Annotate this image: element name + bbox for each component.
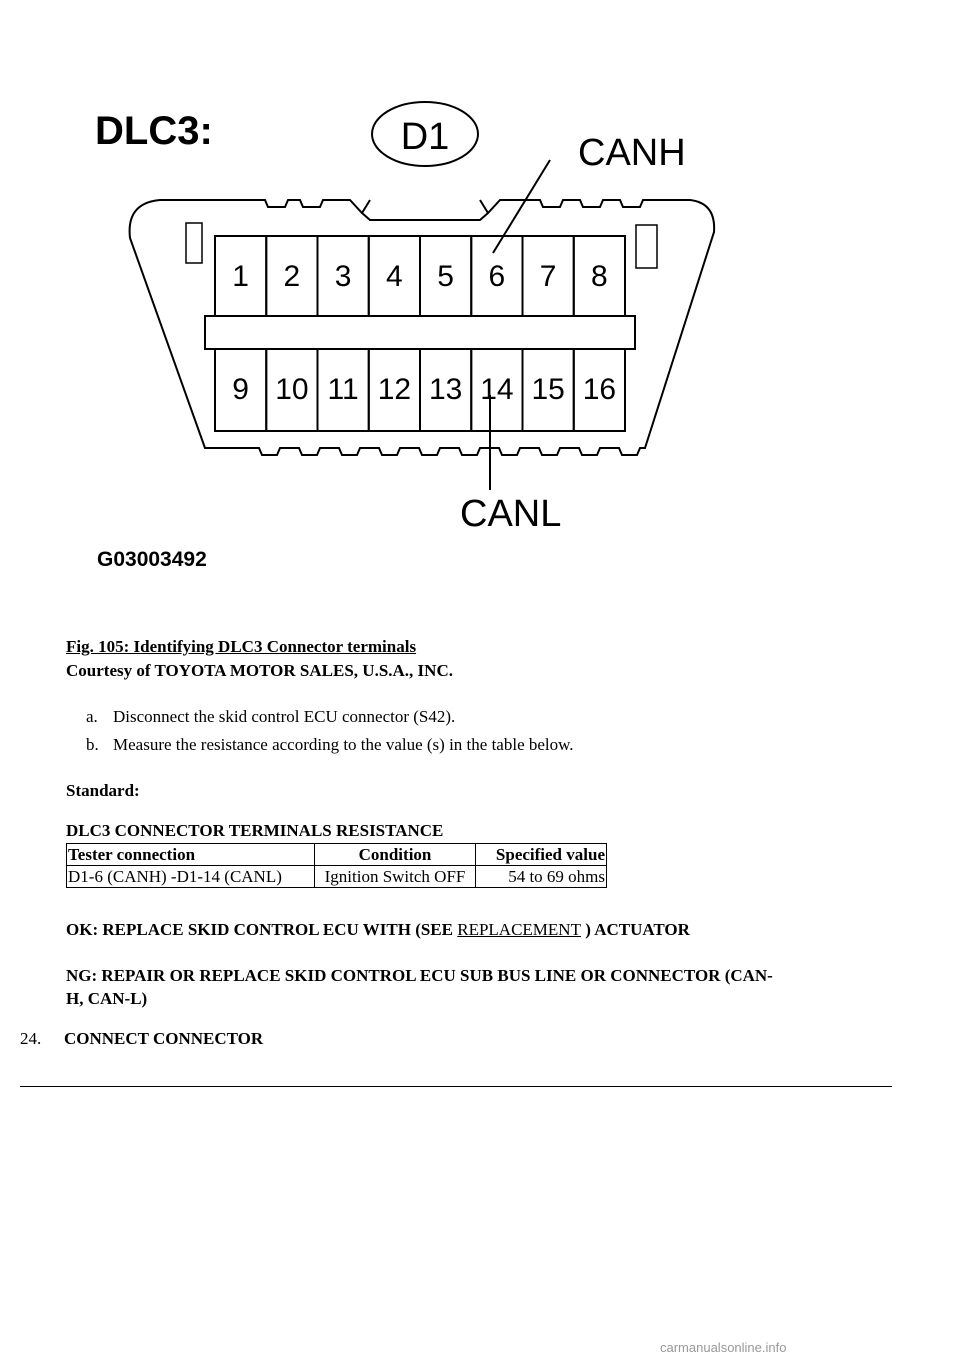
table-cell: D1-6 (CANH) -D1-14 (CANL) [67, 866, 315, 888]
figure-caption: Fig. 105: Identifying DLC3 Connector terminals [66, 637, 417, 656]
dlc3-connector-diagram [0, 0, 960, 620]
table-title: DLC3 CONNECTOR TERMINALS RESISTANCE [66, 821, 444, 840]
table-header: Tester connection [67, 844, 315, 866]
next-step [20, 1029, 264, 1049]
table-cell: 54 to 69 ohms [476, 866, 607, 888]
table-cell: Ignition Switch OFF [315, 866, 476, 888]
ok-text-end: ) ACTUATOR [580, 920, 690, 939]
pin-number-11: 11 [327, 373, 359, 406]
step-title: CONNECT CONNECTOR [64, 1029, 264, 1048]
pin-number-7: 7 [539, 260, 557, 293]
table-header: Specified value [476, 844, 607, 866]
table-row [67, 866, 607, 888]
pin-number-6: 6 [488, 260, 506, 293]
pin-number-15: 15 [531, 373, 565, 406]
pin-number-9: 9 [232, 373, 249, 406]
step-text: Measure the resistance according to the value (s) in the table below. [113, 735, 574, 754]
graphic-code: G03003492 [97, 548, 207, 571]
watermark: carmanualsonline.info [660, 1340, 787, 1355]
canl-label: CANL [460, 493, 562, 535]
pin-number-2: 2 [283, 260, 301, 293]
pin-number-10: 10 [275, 373, 309, 406]
table-header: Condition [315, 844, 476, 866]
step-text: Disconnect the skid control ECU connector (S42). [113, 707, 456, 726]
pin-number-12: 12 [377, 373, 412, 406]
ok-result [66, 920, 690, 940]
connector-title: DLC3: [95, 109, 213, 153]
pin-number-3: 3 [334, 260, 352, 293]
ok-text: OK: REPLACE SKID CONTROL ECU WITH (SEE [66, 920, 458, 939]
resistance-table [66, 843, 607, 888]
step-number: 24. [20, 1029, 42, 1048]
pin-number-4: 4 [386, 260, 403, 293]
bottom-divider [20, 1086, 892, 1087]
step-marker: b. [86, 735, 99, 754]
canh-label: CANH [578, 132, 686, 174]
ng-result-line1: NG: REPAIR OR REPLACE SKID CONTROL ECU SUB BUS LINE OR CONNECTOR (CAN- [66, 966, 773, 985]
center-bar [205, 316, 635, 349]
standard-label: Standard: [66, 781, 140, 800]
pin-number-14: 14 [480, 373, 514, 406]
step-a [86, 707, 456, 727]
step-b [86, 735, 574, 755]
ng-result-line2: H, CAN-L) [66, 989, 148, 1008]
table-header-row [67, 844, 607, 866]
replacement-link[interactable]: REPLACEMENT [457, 920, 581, 939]
pin-number-16: 16 [582, 373, 617, 406]
pin-number-1: 1 [232, 260, 249, 293]
step-marker: a. [86, 707, 98, 726]
connector-id-label: D1 [400, 116, 450, 158]
pin-number-5: 5 [437, 260, 454, 293]
pin-number-8: 8 [591, 260, 608, 293]
figure-courtesy: Courtesy of TOYOTA MOTOR SALES, U.S.A., INC. [66, 661, 453, 680]
pin-number-13: 13 [428, 373, 463, 406]
